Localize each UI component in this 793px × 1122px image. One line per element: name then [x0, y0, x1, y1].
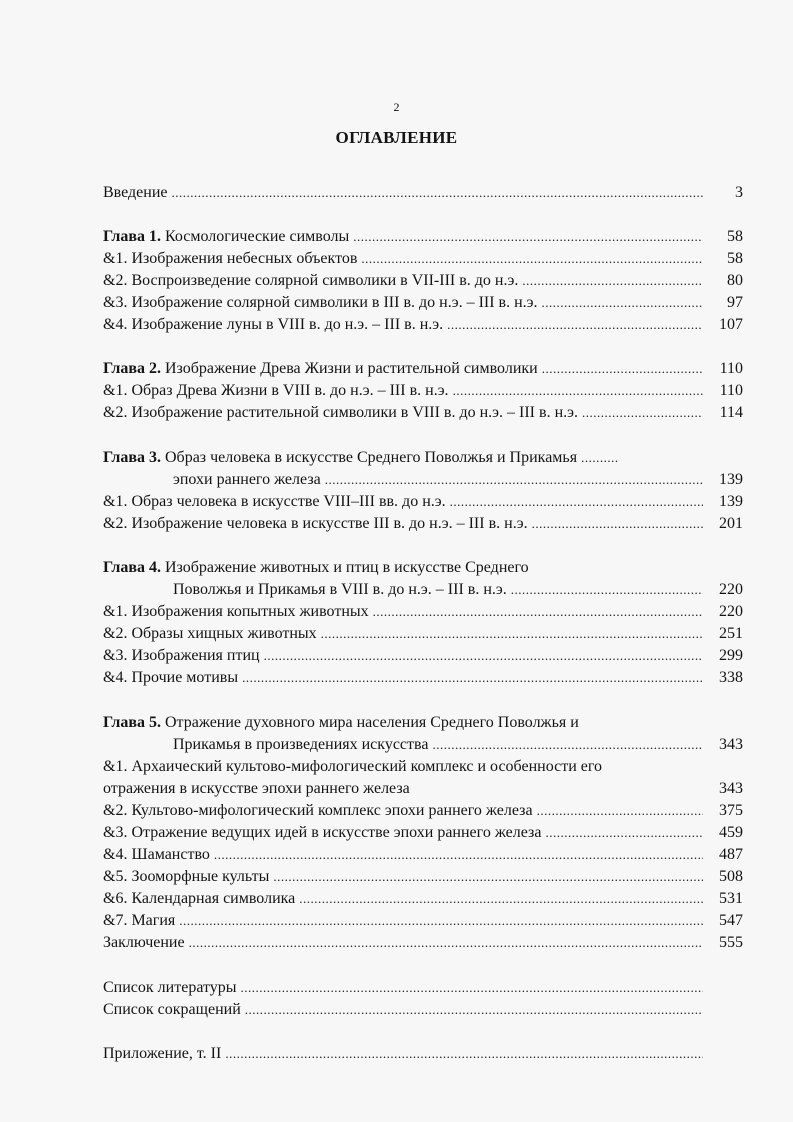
toc-entry[interactable]: Глава 2. Изображение Древа Жизни и растительной символики ..... 110	[103, 358, 743, 380]
page-number: 2	[393, 100, 400, 114]
toc-entry[interactable]: Глава 3. Образ человека в искусстве Среднего Поволжья и Прикамья .....	[103, 447, 743, 469]
toc-entry[interactable]: &2. Изображение растительной символики в VIII в. до н.э. – III в. н.э. ..... 114	[103, 402, 743, 424]
toc-entry[interactable]: Глава 5. Отражение духовного мира населения Среднего Поволжья и	[103, 714, 579, 731]
toc-entry[interactable]: Заключение ..... 555	[103, 932, 743, 954]
toc-entry[interactable]: &1. Образ человека в искусстве VIII–III вв. до н.э. ..... 139	[103, 491, 743, 513]
toc-entry[interactable]: &4. Шаманство ..... 487	[103, 844, 743, 866]
toc-entry[interactable]: &1. Изображения небесных объектов ..... 58	[103, 248, 743, 270]
toc-entry[interactable]: &3. Изображение солярной символики в III в. до н.э. – III в. н.э. ..... 97	[103, 292, 743, 314]
toc-entry[interactable]: &6. Календарная символика ..... 531	[103, 888, 743, 910]
toc-entry[interactable]: Глава 1. Космологические символы ..... 58	[103, 226, 743, 248]
toc-entry[interactable]: Список литературы .....	[103, 977, 743, 999]
toc-entry[interactable]: &4. Прочие мотивы ..... 338	[103, 667, 743, 689]
toc-entry[interactable]: &3. Отражение ведущих идей в искусстве эпохи раннего железа ..... 459	[103, 822, 743, 844]
toc-entry[interactable]: Введение ..... 3	[103, 182, 743, 204]
toc-entry[interactable]: &3. Изображения птиц ..... 299	[103, 645, 743, 667]
toc-entry[interactable]: &2. Воспроизведение солярной символики в VII-III в. до н.э. ..... 80	[103, 270, 743, 292]
toc-entry[interactable]: отражения в искусстве эпохи раннего железа 343	[103, 780, 743, 797]
toc-entry[interactable]: Глава 4. Изображение животных и птиц в искусстве Среднего	[103, 559, 529, 576]
toc-entry[interactable]: Список сокращений .....	[103, 999, 743, 1021]
toc-entry[interactable]: &7. Магия ..... 547	[103, 910, 743, 932]
toc-entry[interactable]: Поволжья и Прикамья в VIII в. до н.э. – III в. н.э. ..... 220	[103, 579, 743, 601]
toc-entry[interactable]: эпохи раннего железа ..... 139	[103, 469, 743, 491]
toc-entry[interactable]: Приложение, т. II .....	[103, 1043, 743, 1065]
toc-entry[interactable]: &4. Изображение луны в VIII в. до н.э. – III в. н.э. ..... 107	[103, 314, 743, 336]
page-title: ОГЛАВЛЕНИЕ	[335, 128, 458, 147]
toc-entry[interactable]: &1. Архаический культово-мифологический комплекс и особенности его	[103, 758, 603, 775]
toc-entry[interactable]: &2. Образы хищных животных ..... 251	[103, 623, 743, 645]
toc-entry[interactable]: &5. Зооморфные культы ..... 508	[103, 866, 743, 888]
toc-entry[interactable]: &1. Образ Древа Жизни в VIII в. до н.э. – III в. н.э. ..... 110	[103, 380, 743, 402]
toc-entry[interactable]: &2. Изображение человека в искусстве III в. до н.э. – III в. н.э. ..... 201	[103, 513, 743, 535]
toc-entry[interactable]: &2. Культово-мифологический комплекс эпохи раннего железа ..... 375	[103, 800, 743, 822]
toc-entry[interactable]: &1. Изображения копытных животных ..... 220	[103, 601, 743, 623]
toc-entry[interactable]: Прикамья в произведениях искусства ..... 343	[103, 734, 743, 756]
